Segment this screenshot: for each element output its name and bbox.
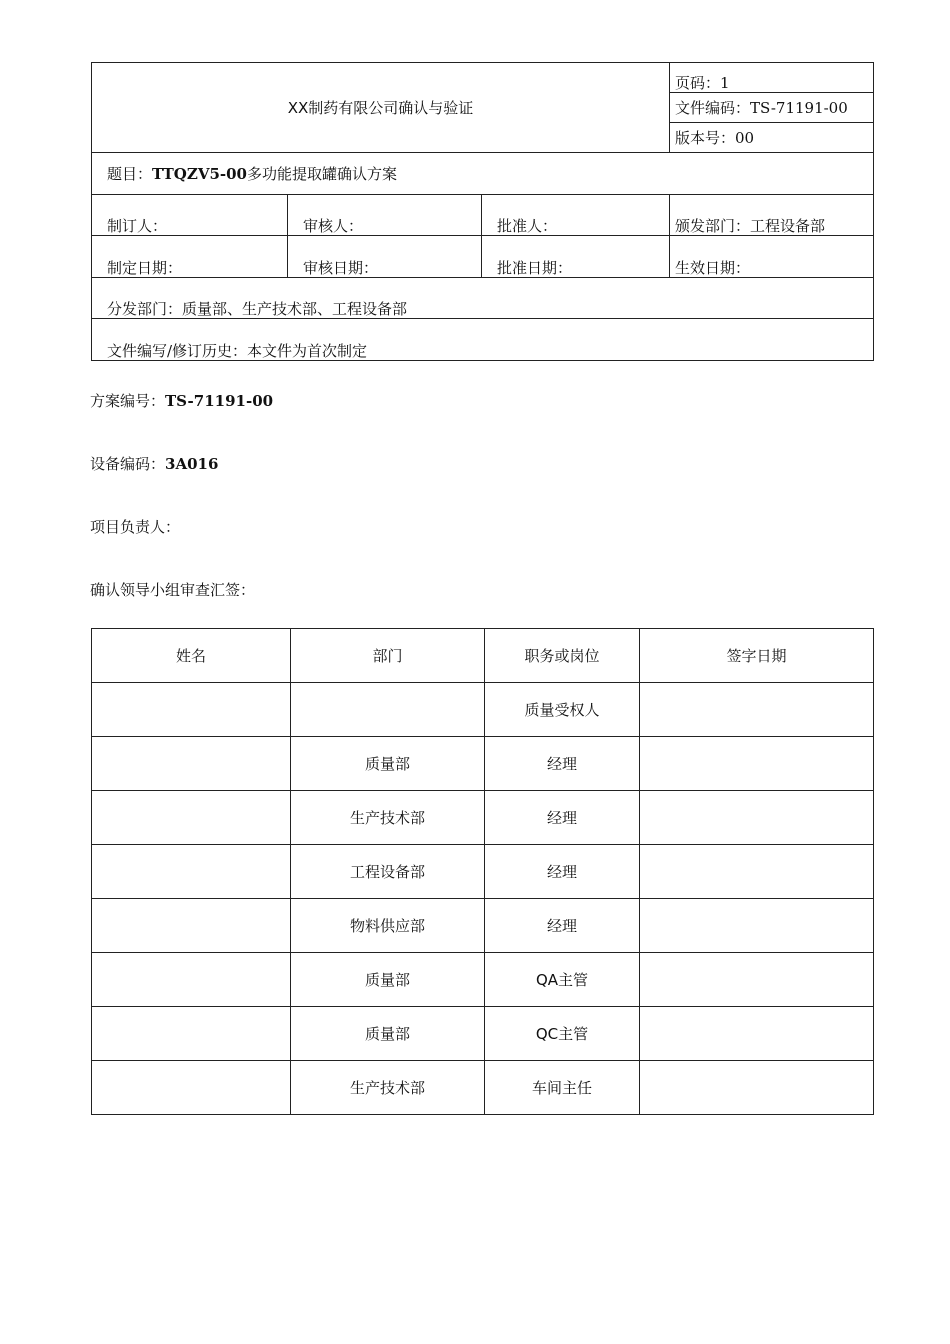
- plan-number-line: [90, 390, 273, 411]
- equipment-code-line: [90, 453, 218, 474]
- column-header-position: 职务或岗位: [485, 629, 640, 683]
- position-cell: QA主管: [485, 953, 640, 1007]
- document-header-table: [91, 62, 874, 361]
- table-row: [92, 1007, 874, 1061]
- sign-date-cell[interactable]: [640, 1061, 874, 1115]
- name-cell[interactable]: [92, 791, 291, 845]
- sign-date-cell[interactable]: [640, 845, 874, 899]
- table-row: [92, 953, 874, 1007]
- column-header-department: 部门: [291, 629, 485, 683]
- project-owner-line: 项目负责人：: [90, 518, 181, 536]
- approver-field: 批准人：: [482, 195, 670, 236]
- subject-code: TTQZV5-00: [152, 164, 247, 183]
- plan-number-label: 方案编号：: [90, 392, 166, 410]
- department-cell: 生产技术部: [291, 1061, 485, 1115]
- department-cell: 工程设备部: [291, 845, 485, 899]
- effective-date-field: 生效日期：: [670, 236, 874, 278]
- name-cell[interactable]: [92, 845, 291, 899]
- plan-number-value: TS-71191-00: [165, 392, 274, 410]
- sign-date-cell[interactable]: [640, 737, 874, 791]
- subject-prefix: 题目：: [107, 164, 153, 183]
- author-field: 制订人：: [92, 195, 288, 236]
- position-cell: QC主管: [485, 1007, 640, 1061]
- review-date-field: 审核日期：: [288, 236, 482, 278]
- signature-table: [91, 628, 874, 1115]
- table-row: [92, 1061, 874, 1115]
- company-title: XX制药有限公司确认与验证: [92, 63, 670, 153]
- revision-history: 文件编写/修订历史：本文件为首次制定: [92, 319, 874, 361]
- page-number: 页码：1: [670, 63, 874, 93]
- name-cell[interactable]: [92, 899, 291, 953]
- version-number: 版本号：00: [670, 123, 874, 153]
- position-cell: 经理: [485, 791, 640, 845]
- made-date-field: 制定日期：: [92, 236, 288, 278]
- table-row: [92, 791, 874, 845]
- department-cell: 物料供应部: [291, 899, 485, 953]
- table-row: [92, 899, 874, 953]
- sign-date-cell[interactable]: [640, 683, 874, 737]
- table-row: [92, 683, 874, 737]
- document-code: 文件编码：TS-71191-00: [670, 93, 874, 123]
- document-subject: [92, 153, 874, 195]
- sign-date-cell[interactable]: [640, 953, 874, 1007]
- equipment-code-value: 3A016: [165, 455, 219, 473]
- table-header-row: [92, 629, 874, 683]
- sign-date-cell[interactable]: [640, 899, 874, 953]
- table-row: [92, 737, 874, 791]
- approve-date-field: 批准日期：: [482, 236, 670, 278]
- column-header-name: 姓名: [92, 629, 291, 683]
- position-cell: 车间主任: [485, 1061, 640, 1115]
- table-row: [92, 845, 874, 899]
- position-cell: 经理: [485, 737, 640, 791]
- reviewer-field: 审核人：: [288, 195, 482, 236]
- position-cell: 经理: [485, 899, 640, 953]
- name-cell[interactable]: [92, 737, 291, 791]
- position-cell: 质量受权人: [485, 683, 640, 737]
- column-header-sign-date: 签字日期: [640, 629, 874, 683]
- distribution-departments: 分发部门：质量部、生产技术部、工程设备部: [92, 278, 874, 319]
- issue-department-field: 颁发部门：工程设备部: [670, 195, 874, 236]
- sign-date-cell[interactable]: [640, 1007, 874, 1061]
- department-cell: [291, 683, 485, 737]
- name-cell[interactable]: [92, 1061, 291, 1115]
- position-cell: 经理: [485, 845, 640, 899]
- department-cell: 质量部: [291, 953, 485, 1007]
- equipment-code-label: 设备编码：: [90, 455, 166, 473]
- department-cell: 质量部: [291, 737, 485, 791]
- name-cell[interactable]: [92, 1007, 291, 1061]
- department-cell: 质量部: [291, 1007, 485, 1061]
- subject-title: 多功能提取罐确认方案: [247, 164, 398, 183]
- name-cell[interactable]: [92, 683, 291, 737]
- committee-sign-heading: 确认领导小组审查汇签：: [90, 581, 256, 599]
- department-cell: 生产技术部: [291, 791, 485, 845]
- name-cell[interactable]: [92, 953, 291, 1007]
- sign-date-cell[interactable]: [640, 791, 874, 845]
